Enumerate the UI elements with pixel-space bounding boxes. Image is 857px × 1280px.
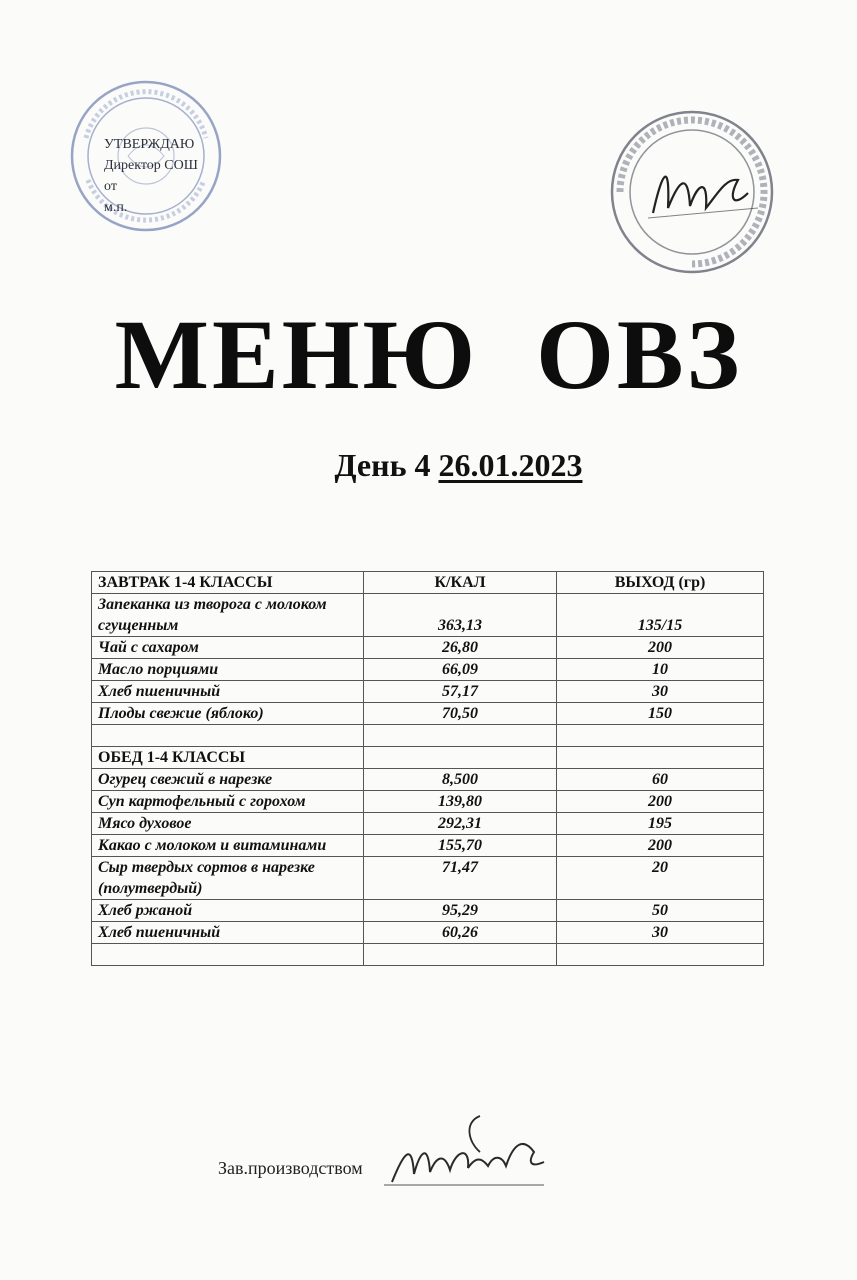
table-row — [92, 791, 764, 813]
dish-yield: 50 — [557, 900, 764, 922]
lunch-header-row — [92, 747, 764, 769]
dish-yield: 200 — [557, 835, 764, 857]
dish-kcal: 155,70 — [364, 835, 557, 857]
empty-cell — [364, 747, 557, 769]
empty-cell — [364, 725, 557, 747]
approval-block — [66, 76, 236, 246]
dish-kcal: 70,50 — [364, 703, 557, 725]
dish-yield: 200 — [557, 637, 764, 659]
breakfast-header: ЗАВТРАК 1-4 КЛАССЫ — [92, 572, 364, 594]
table-row — [92, 769, 764, 791]
round-stamp-signature-icon — [608, 108, 776, 276]
dish-name: Чай с сахаром — [92, 637, 364, 659]
dish-name: Хлеб пшеничный — [92, 922, 364, 944]
table-row — [92, 637, 764, 659]
yield-column-header: ВЫХОД (гр) — [557, 572, 764, 594]
day-label: День 4 — [334, 447, 431, 483]
approve-seal-place: м.п. — [104, 200, 128, 215]
empty-cell — [92, 725, 364, 747]
empty-row — [92, 725, 764, 747]
dish-kcal: 26,80 — [364, 637, 557, 659]
approve-heading: УТВЕРЖДАЮ — [104, 137, 195, 152]
dish-kcal: 95,29 — [364, 900, 557, 922]
dish-name: Огурец свежий в нарезке — [92, 769, 364, 791]
empty-cell — [557, 747, 764, 769]
table-row — [92, 922, 764, 944]
dish-yield: 200 — [557, 791, 764, 813]
dish-kcal: 66,09 — [364, 659, 557, 681]
dish-yield: 30 — [557, 922, 764, 944]
table-row — [92, 813, 764, 835]
empty-cell — [557, 944, 764, 966]
dish-kcal: 57,17 — [364, 681, 557, 703]
dish-yield: 20 — [557, 857, 764, 900]
kcal-column-header: К/КАЛ — [364, 572, 557, 594]
dish-kcal: 60,26 — [364, 922, 557, 944]
lunch-header: ОБЕД 1-4 КЛАССЫ — [92, 747, 364, 769]
table-row — [92, 900, 764, 922]
dish-name: Масло порциями — [92, 659, 364, 681]
table-row — [92, 835, 764, 857]
dish-kcal: 363,13 — [364, 594, 557, 637]
menu-table — [91, 571, 764, 966]
day-date: 26.01.2023 — [438, 447, 583, 483]
table-row — [92, 681, 764, 703]
dish-name: Сыр твердых сортов в нарезке (полутвердый) — [92, 857, 364, 900]
dish-kcal: 71,47 — [364, 857, 557, 900]
dish-name: Какао с молоком и витаминами — [92, 835, 364, 857]
production-head-label: Зав.производством — [218, 1158, 363, 1178]
dish-name: Плоды свежие (яблоко) — [92, 703, 364, 725]
approve-director: Директор СОШ — [104, 158, 198, 173]
table-row — [92, 594, 764, 637]
empty-cell — [557, 725, 764, 747]
breakfast-header-row — [92, 572, 764, 594]
footer-signature-block — [218, 1148, 558, 1198]
dish-name: Суп картофельный с горохом — [92, 791, 364, 813]
dish-yield: 30 — [557, 681, 764, 703]
table-row — [92, 857, 764, 900]
dish-kcal: 139,80 — [364, 791, 557, 813]
signature-icon — [384, 1112, 554, 1192]
empty-row — [92, 944, 764, 966]
page-title: МЕНЮ ОВЗ — [114, 299, 743, 410]
dish-yield: 195 — [557, 813, 764, 835]
empty-cell — [364, 944, 557, 966]
dish-name: Хлеб пшеничный — [92, 681, 364, 703]
table-row — [92, 703, 764, 725]
dish-yield: 135/15 — [557, 594, 764, 637]
dish-name: Мясо духовое — [92, 813, 364, 835]
dish-name: Хлеб ржаной — [92, 900, 364, 922]
empty-cell — [92, 944, 364, 966]
table-row — [92, 659, 764, 681]
dish-kcal: 8,500 — [364, 769, 557, 791]
day-line — [0, 447, 857, 484]
dish-yield: 150 — [557, 703, 764, 725]
dish-yield: 10 — [557, 659, 764, 681]
approve-date: от — [104, 179, 117, 194]
dish-kcal: 292,31 — [364, 813, 557, 835]
dish-yield: 60 — [557, 769, 764, 791]
dish-name: Запеканка из творога с молоком сгущенным — [92, 594, 364, 637]
